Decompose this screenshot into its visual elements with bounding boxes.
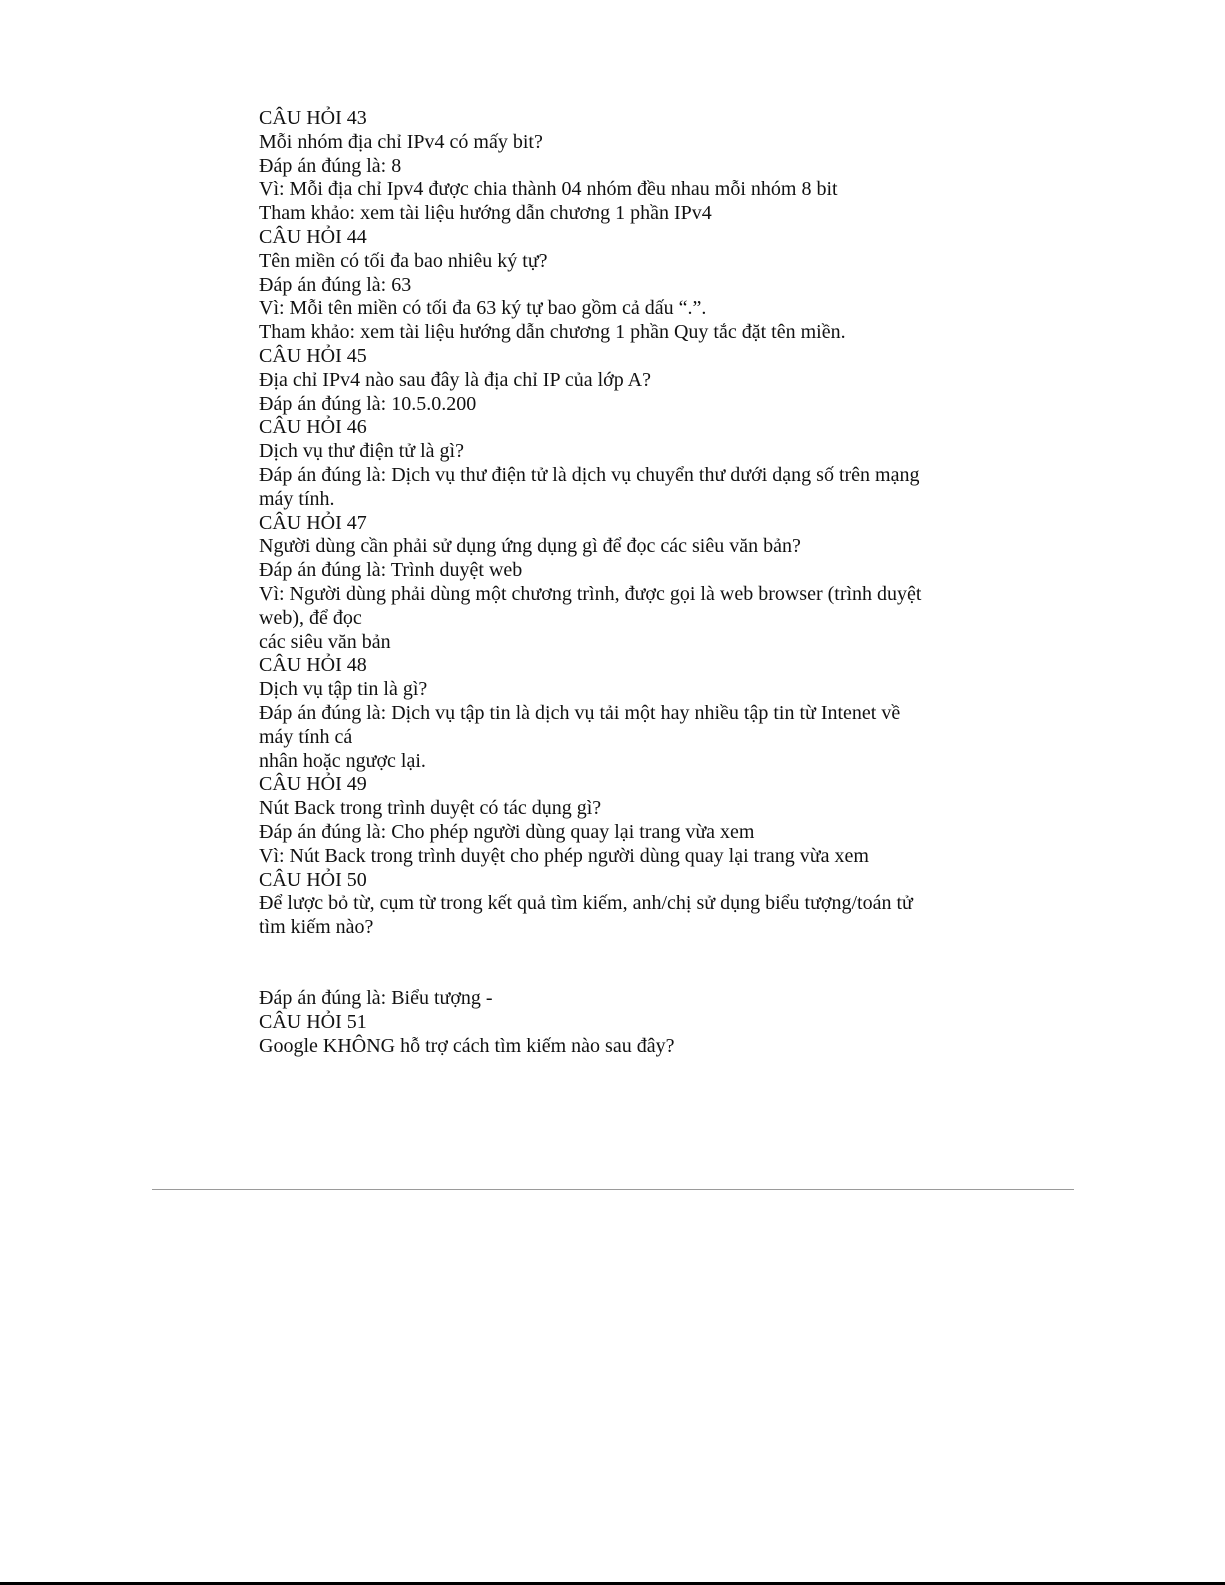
question-heading: CÂU HỎI 51 <box>259 1011 367 1034</box>
question-heading: CÂU HỎI 48 <box>259 654 367 677</box>
answer-text: Đáp án đúng là: 8 <box>259 154 402 177</box>
page-separator <box>152 1189 1074 1190</box>
explanation-text: Vì: Người dùng phải dùng một chương trình, được gọi là web browser (trình duyệt <box>259 582 922 605</box>
question-text: Nút Back trong trình duyệt có tác dụng gì? <box>259 797 602 820</box>
answer-text: Đáp án đúng là: Dịch vụ thư điện tử là dịch vụ chuyển thư dưới dạng số trên mạng <box>259 463 920 486</box>
document-body <box>259 107 969 1059</box>
question-heading: CÂU HỎI 46 <box>259 416 367 439</box>
reference-text: Tham khảo: xem tài liệu hướng dẫn chương 1 phần Quy tắc đặt tên miền. <box>259 321 846 344</box>
question-heading: CÂU HỎI 43 <box>259 107 367 129</box>
explanation-text: Vì: Nút Back trong trình duyệt cho phép người dùng quay lại trang vừa xem <box>259 844 869 867</box>
reference-text: Tham khảo: xem tài liệu hướng dẫn chương 1 phần IPv4 <box>259 202 712 225</box>
question-text: Dịch vụ tập tin là gì? <box>259 678 428 701</box>
blank-line <box>259 940 969 964</box>
answer-text: Đáp án đúng là: Dịch vụ tập tin là dịch vụ tải một hay nhiều tập tin từ Intenet về <box>259 701 901 724</box>
question-text: Để lược bỏ từ, cụm từ trong kết quả tìm kiếm, anh/chị sử dụng biểu tượng/toán tử <box>259 892 913 915</box>
explanation-text: Vì: Mỗi tên miền có tối đa 63 ký tự bao gồm cả dấu “.”. <box>259 297 707 320</box>
answer-text: Đáp án đúng là: Biểu tượng - <box>259 987 493 1010</box>
question-text: Dịch vụ thư điện tử là gì? <box>259 440 464 463</box>
question-heading: CÂU HỎI 44 <box>259 225 367 248</box>
answer-text: Đáp án đúng là: Cho phép người dùng quay lại trang vừa xem <box>259 820 755 843</box>
question-heading: CÂU HỎI 47 <box>259 511 367 534</box>
question-text: Tên miền có tối đa bao nhiêu ký tự? <box>259 249 548 272</box>
answer-text: Đáp án đúng là: 10.5.0.200 <box>259 392 477 415</box>
question-text-continued: tìm kiếm nào? <box>259 916 374 939</box>
answer-text: Đáp án đúng là: 63 <box>259 273 412 296</box>
question-text: Người dùng cần phải sử dụng ứng dụng gì để đọc các siêu văn bản? <box>259 535 801 558</box>
question-text: Mỗi nhóm địa chỉ IPv4 có mấy bit? <box>259 130 543 153</box>
question-heading: CÂU HỎI 50 <box>259 868 367 891</box>
question-text: Google KHÔNG hỗ trợ cách tìm kiếm nào sau đây? <box>259 1035 675 1058</box>
answer-text-continued: máy tính cá <box>259 725 353 748</box>
question-text: Địa chỉ IPv4 nào sau đây là địa chỉ IP của lớp A? <box>259 368 651 391</box>
answer-text-continued: nhân hoặc ngược lại. <box>259 749 426 772</box>
answer-text-continued: máy tính. <box>259 487 335 510</box>
question-heading: CÂU HỎI 45 <box>259 344 367 367</box>
explanation-text-continued: web), để đọc <box>259 606 362 629</box>
answer-text: Đáp án đúng là: Trình duyệt web <box>259 559 523 582</box>
question-heading: CÂU HỎI 49 <box>259 773 367 796</box>
explanation-text-continued: các siêu văn bản <box>259 630 391 653</box>
explanation-text: Vì: Mỗi địa chỉ Ipv4 được chia thành 04 nhóm đều nhau mỗi nhóm 8 bit <box>259 178 838 201</box>
blank-line <box>259 964 969 988</box>
